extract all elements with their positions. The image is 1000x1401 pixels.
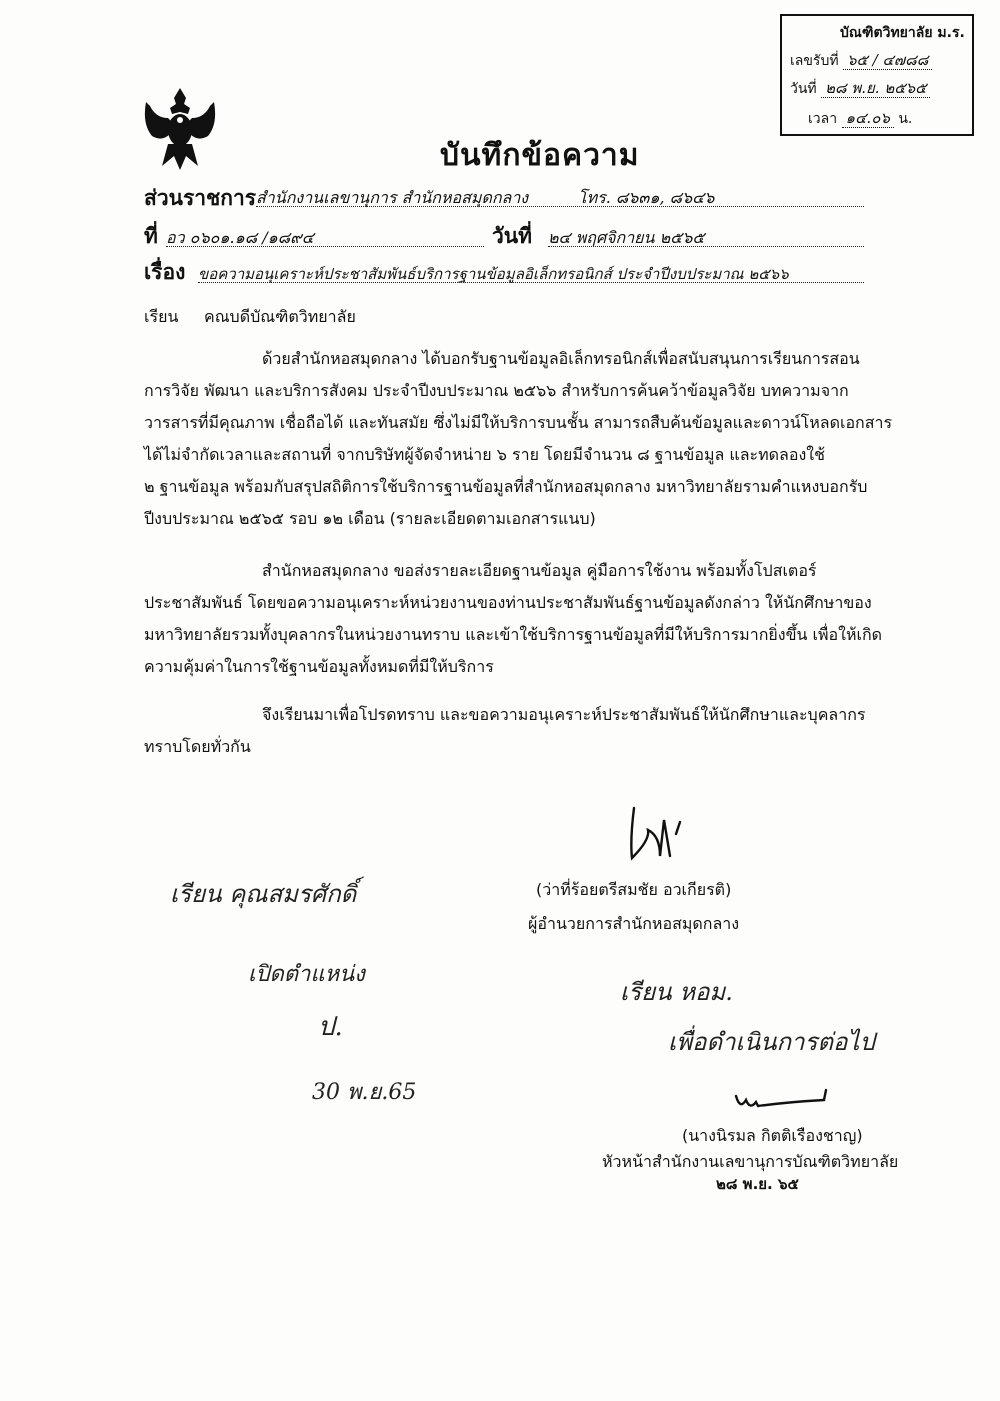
subject-label: เรื่อง: [144, 260, 186, 284]
ref-dotted-line: [166, 246, 484, 247]
to-value: คณบดีบัณฑิตวิทยาลัย: [204, 307, 356, 326]
p3-line: จึงเรียนมาเพื่อโปรดทราบ และขอความอนุเคราะห์ประชาสัมพันธ์ให้นักศึกษาและบุคลากร: [262, 705, 866, 724]
director-signature-icon: [620, 800, 690, 870]
subject-value: ขอความอนุเคราะห์ประชาสัมพันธ์บริการฐานข้อมูลอิเล็กทรอนิกส์ ประจำปีงบประมาณ ๒๕๖๖: [198, 265, 789, 283]
p1-line: ได้ไม่จำกัดเวลาและสถานที่ จากบริษัทผู้จัดจำหน่าย ๖ ราย โดยมีจำนวน ๘ ฐานข้อมูล และทดลองใช้: [144, 445, 825, 464]
p2-line: มหาวิทยาลัยรวมทั้งบุคลากรในหน่วยงานทราบ และเข้าใช้บริการฐานข้อมูลที่มีให้บริการมากยิ่งขึ้น เพื่อให้เกิด: [144, 625, 883, 644]
p1-line: วารสารที่มีคุณภาพ เชื่อถือได้ และทันสมัย ซึ่งไม่มีให้บริการบนชั้น สามารถสืบค้นข้อมูลและดาวน์โหลดเอกสาร: [144, 413, 893, 432]
stamp-receive-no-label: เลขรับที่: [790, 53, 839, 69]
p3-line: ทราบโดยทั่วกัน: [144, 737, 251, 756]
handwritten-left-line1: เรียน คุณสมรศักดิ์: [170, 880, 357, 908]
p1-line: การวิจัย พัฒนา และบริการสังคม ประจำปีงบประมาณ ๒๕๖๖ สำหรับการค้นคว้าข้อมูลวิจัย บทความจาก: [144, 381, 849, 400]
agency-value: สำนักงานเลขานุการ สำนักหอสมุดกลาง: [256, 188, 529, 207]
p1-line: ปีงบประมาณ ๒๕๖๕ รอบ ๑๒ เดือน (รายละเอียดตามเอกสารแนบ): [144, 509, 596, 528]
stamp-office: บัณฑิตวิทยาลัย ม.ร.: [840, 25, 965, 41]
handwritten-right-line1: เรียน หอม.: [620, 978, 733, 1006]
stamp-time-unit: น.: [898, 111, 913, 127]
to-label: เรียน: [144, 307, 179, 326]
ref-label: ที่: [144, 224, 158, 248]
signatory2-date-stamp: ๒๘ พ.ย. ๖๕: [716, 1175, 799, 1193]
garuda-emblem-icon: [140, 84, 220, 172]
date-value: ๒๔ พฤศจิกายน ๒๕๖๕: [548, 228, 705, 247]
ref-value: อว ๐๖๐๑.๑๘ /๑๘๙๔: [166, 228, 314, 247]
stamp-time-value: ๑๔.๐๖: [842, 109, 894, 128]
handwritten-left-line3: ป.: [318, 1012, 343, 1042]
stamp-time-label: เวลา: [808, 111, 838, 127]
signatory2-name: (นางนิรมล กิตติเรืองชาญ): [682, 1126, 863, 1145]
signatory1-name: (ว่าที่ร้อยตรีสมชัย อวเกียรติ): [536, 880, 732, 899]
subject-dotted-line: [198, 282, 864, 283]
p1-line: ด้วยสำนักหอสมุดกลาง ได้บอกรับฐานข้อมูลอิเล็กทรอนิกส์เพื่อสนับสนุนการเรียนการสอน: [262, 349, 860, 368]
p2-line: ความคุ้มค่าในการใช้ฐานข้อมูลทั้งหมดที่มีให้บริการ: [144, 657, 494, 676]
date-dotted-line: [548, 246, 864, 247]
agency-label: ส่วนราชการ: [144, 186, 257, 210]
stamp-receive-no-value: ๖๕ / ๔๗๘๘: [843, 51, 932, 70]
memo-title: บันทึกข้อความ: [440, 138, 640, 173]
handwritten-right-line2: เพื่อดำเนินการต่อไป: [668, 1028, 875, 1056]
signatory2-position: หัวหน้าสำนักงานเลขานุการบัณฑิตวิทยาลัย: [602, 1152, 899, 1171]
signatory1-position: ผู้อำนวยการสำนักหอสมุดกลาง: [528, 914, 740, 933]
stamp-date-label: วันที่: [790, 81, 817, 97]
p1-line: ๒ ฐานข้อมูล พร้อมกับสรุปสถิติการใช้บริการฐานข้อมูลที่สำนักหอสมุดกลาง มหาวิทยาลัยรามคำแหงบอกรับ: [144, 477, 868, 496]
date-label: วันที่: [492, 224, 532, 248]
p2-line: ประชาสัมพันธ์ โดยขอความอนุเคราะห์หน่วยงานของท่านประชาสัมพันธ์ฐานข้อมูลดังกล่าว ให้นักศึกษาของ: [144, 593, 872, 612]
handwritten-left-line2: เปิดตำแหน่ง: [248, 962, 365, 987]
p2-line: สำนักหอสมุดกลาง ขอส่งรายละเอียดฐานข้อมูล คู่มือการใช้งาน พร้อมทั้งโปสเตอร์: [262, 561, 817, 580]
secretary-signature-icon: [728, 1076, 838, 1116]
handwritten-left-date: 30 พ.ย.65: [312, 1080, 417, 1105]
phone-value: โทร. ๘๖๓๑, ๘๖๔๖: [578, 188, 715, 207]
stamp-date-value: ๒๘ พ.ย. ๒๕๖๕: [821, 79, 930, 98]
agency-dotted-line: [256, 206, 864, 207]
receipt-stamp: [780, 14, 974, 136]
